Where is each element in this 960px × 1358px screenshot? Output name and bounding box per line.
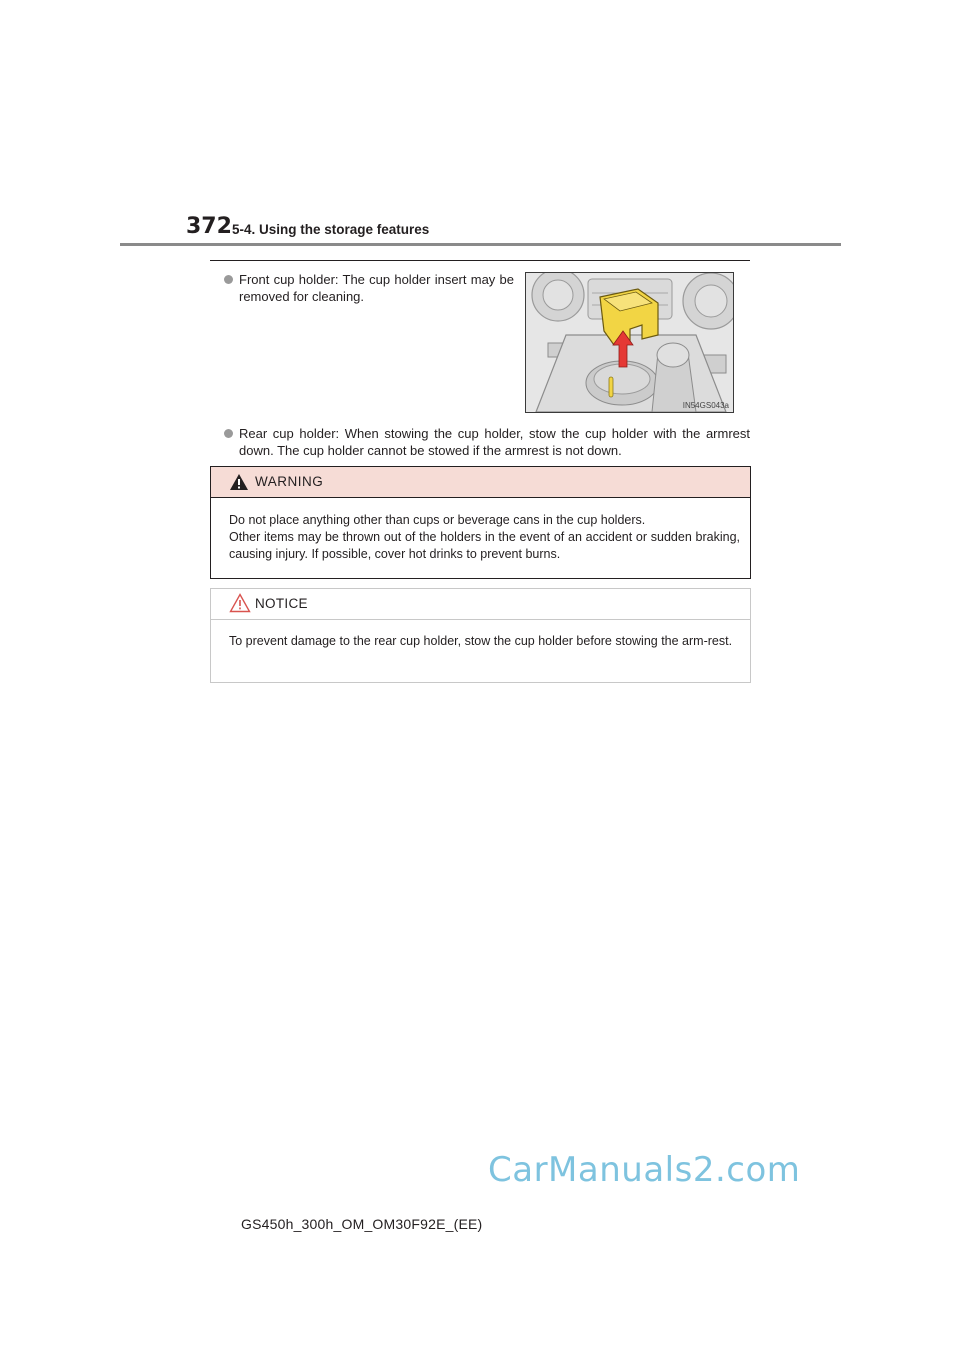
notice-title: NOTICE — [255, 596, 308, 611]
notice-box — [210, 588, 751, 683]
warning-triangle-icon — [229, 473, 249, 491]
footer-doc-code: GS450h_300h_OM_OM30F92E_(EE) — [241, 1216, 483, 1232]
notice-body — [229, 633, 740, 650]
cup-holder-drawing — [526, 273, 733, 412]
cup-holder-illustration — [525, 272, 734, 413]
bullet-text: Rear cup holder: When stowing the cup holder, stow the cup holder with the armrest down. The cup holder cannot be stowed if the armrest is not down. — [239, 426, 750, 458]
section-divider — [210, 260, 750, 261]
warning-body — [229, 512, 740, 563]
warning-line: Do not place anything other than cups or beverage cans in the cup holders. — [229, 513, 646, 527]
bullet-icon — [224, 429, 233, 438]
header-rule — [120, 243, 841, 246]
warning-header — [211, 467, 750, 498]
section-title: 5-4. Using the storage features — [232, 222, 430, 237]
watermark-logo: CarManuals2.com — [488, 1150, 801, 1190]
page-number: 372 — [186, 214, 232, 239]
bullet-front-cup-holder — [224, 271, 514, 305]
notice-header — [211, 589, 750, 620]
bullet-icon — [224, 275, 233, 284]
warning-line: Other items may be thrown out of the holders in the event of an accident or sudden braking, causing injury. If possible, cover hot drinks to prevent burns. — [229, 530, 740, 561]
warning-box — [210, 466, 751, 579]
warning-title: WARNING — [255, 474, 324, 489]
bullet-rear-cup-holder — [224, 425, 750, 459]
notice-triangle-icon — [229, 593, 251, 613]
bullet-text: Front cup holder: The cup holder insert may be removed for cleaning. — [239, 272, 514, 304]
notice-text: To prevent damage to the rear cup holder, stow the cup holder before stowing the arm-rest. — [229, 634, 733, 648]
illustration-code: IN54GS043a — [682, 401, 729, 410]
